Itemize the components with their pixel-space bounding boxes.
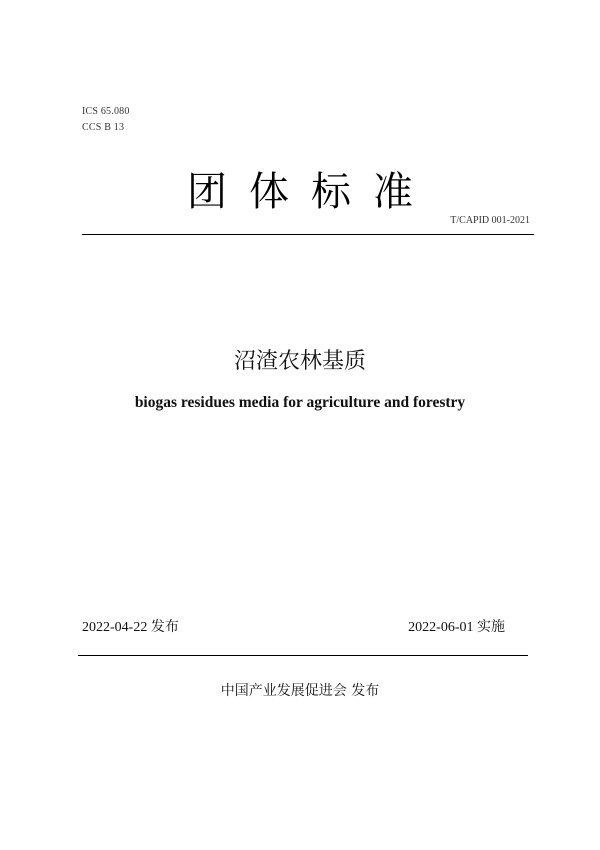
ccs-code: CCS B 13 — [82, 122, 125, 133]
title-chinese: 沼渣农林基质 — [233, 349, 366, 374]
publisher-line: 中国产业发展促进会 发布 — [220, 683, 380, 699]
ics-code: ICS 65.080 — [82, 106, 130, 117]
bottom-divider — [78, 655, 528, 656]
implementation-date: 2022-06-01 实施 — [408, 620, 505, 635]
standard-number: T/CAPID 001-2021 — [450, 215, 530, 226]
issue-date: 2022-04-22 发布 — [82, 620, 179, 635]
document-type-heading: 团体标准 — [187, 169, 435, 215]
title-english: biogas residues media for agriculture and forestry — [134, 394, 466, 411]
top-divider — [82, 234, 534, 235]
